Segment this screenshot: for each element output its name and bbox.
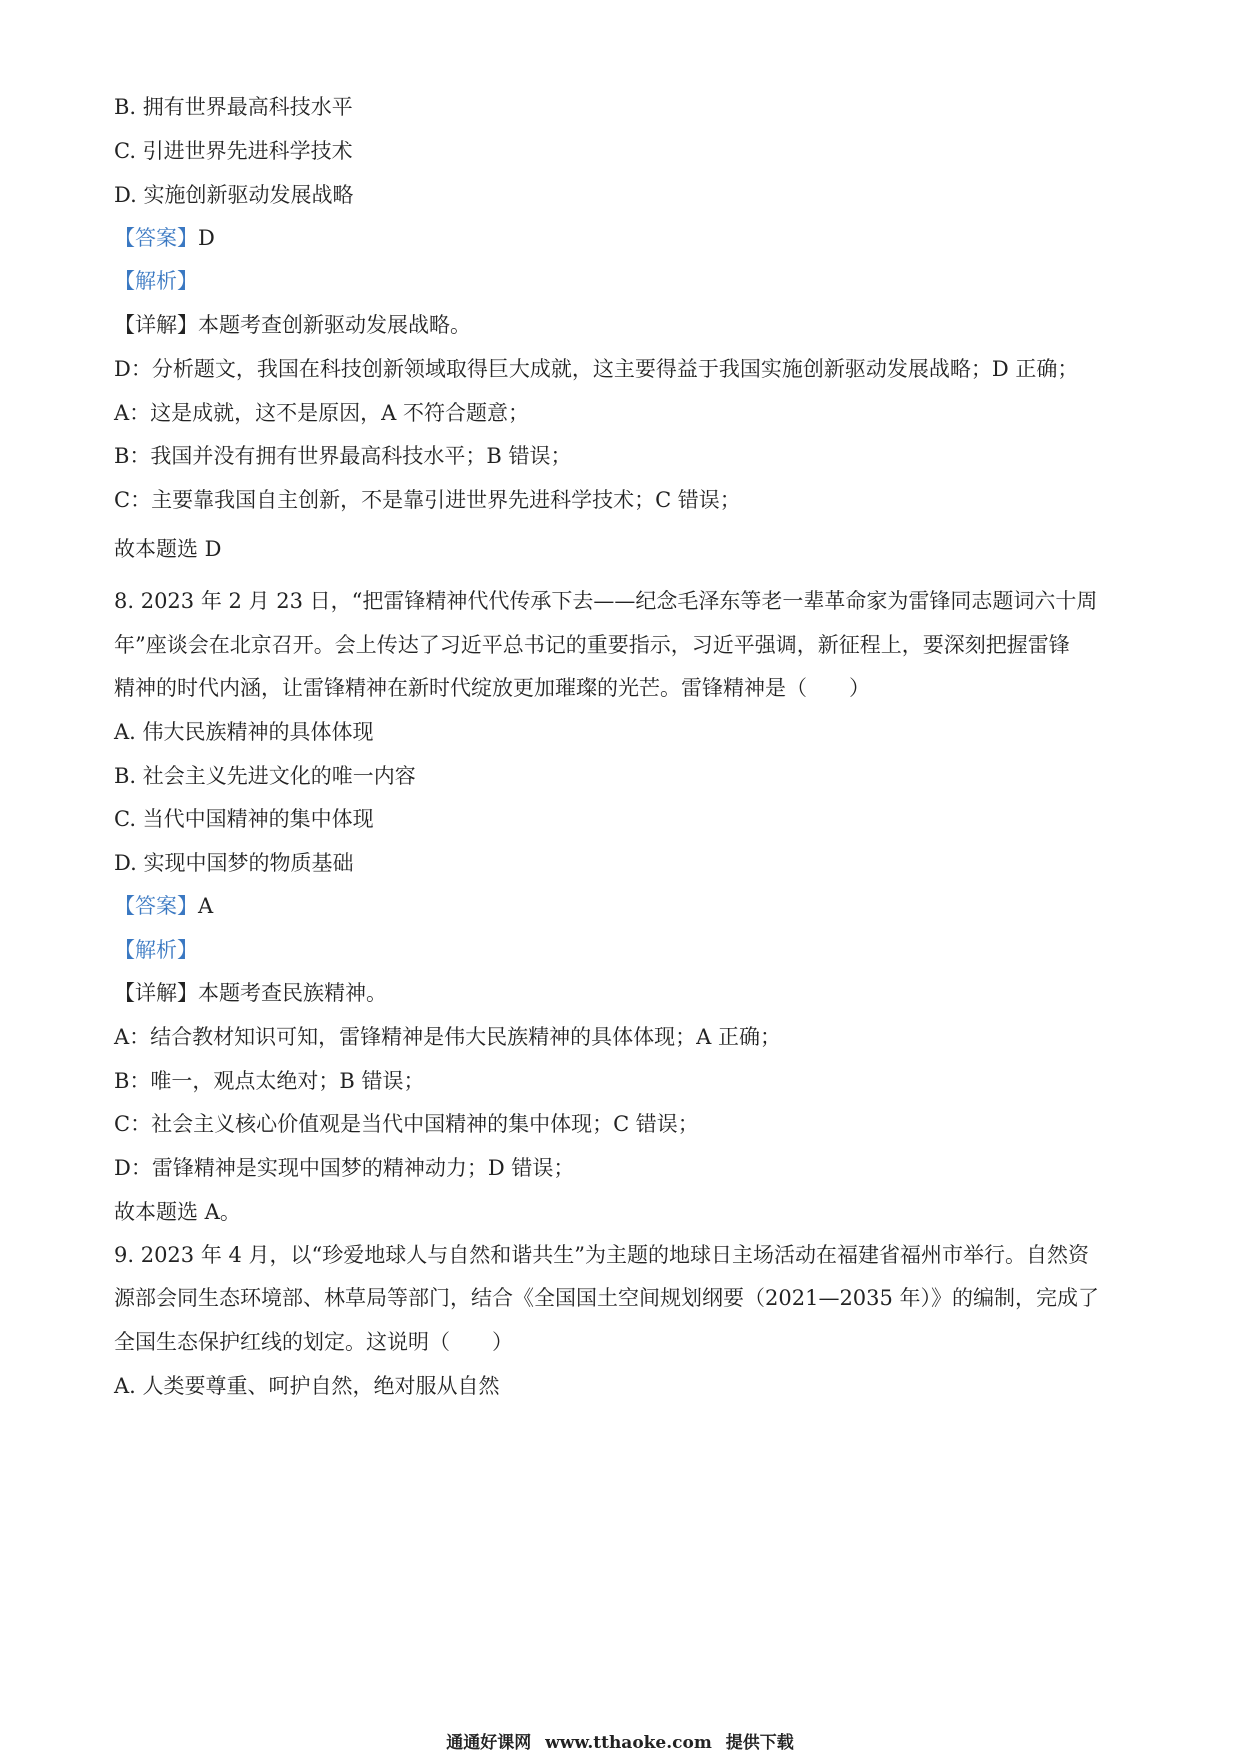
q7-option-d: D. 实施创新驱动发展战略 <box>114 183 354 207</box>
q9-option-a: A. 人类要尊重、呵护自然，绝对服从自然 <box>114 1374 500 1398</box>
q7-option-c: C. 引进世界先进科学技术 <box>114 139 353 163</box>
q7-option-b: B. 拥有世界最高科技水平 <box>114 95 353 119</box>
q7-conclusion: 故本题选 D <box>114 537 222 561</box>
q7-analysis-tag: 【解析】 <box>114 269 198 293</box>
q8-answer-tag: 【答案】 <box>114 894 198 918</box>
q7-answer-tag: 【答案】 <box>114 226 198 250</box>
q8-option-a: A. 伟大民族精神的具体体现 <box>114 720 374 744</box>
q8-explain-c: C：社会主义核心价值观是当代中国精神的集中体现；C 错误； <box>114 1112 699 1136</box>
q8-stem-line2: 年”座谈会在北京召开。会上传达了习近平总书记的重要指示，习近平强调，新征程上，要深刻把握雷锋 <box>114 633 1070 657</box>
q8-stem-line3: 精神的时代内涵，让雷锋精神在新时代绽放更加璀璨的光芒。雷锋精神是（ ） <box>114 676 870 700</box>
q8-option-b: B. 社会主义先进文化的唯一内容 <box>114 764 416 788</box>
q9-stem-line1: 9. 2023 年 4 月，以“珍爱地球人与自然和谐共生”为主题的地球日主场活动在福建省福州市举行。自然资 <box>114 1243 1090 1267</box>
q7-detail: 【详解】本题考查创新驱动发展战略。 <box>114 313 471 337</box>
q8-detail: 【详解】本题考查民族精神。 <box>114 981 387 1005</box>
q8-option-d: D. 实现中国梦的物质基础 <box>114 851 354 875</box>
q8-analysis-tag: 【解析】 <box>114 938 198 962</box>
q7-explain-a: A：这是成就，这不是原因，A 不符合题意； <box>114 401 530 425</box>
q7-explain-c: C：主要靠我国自主创新，不是靠引进世界先进科学技术；C 错误； <box>114 488 741 512</box>
q9-stem-line3: 全国生态保护红线的划定。这说明（ ） <box>114 1330 513 1354</box>
q8-answer-value: A <box>198 894 214 918</box>
q8-stem-line1: 8. 2023 年 2 月 23 日，“把雷锋精神代代传承下去——纪念毛泽东等老一辈革命家为雷锋同志题词六十周 <box>114 589 1098 613</box>
footer-site-name: 通通好课网 <box>446 1733 532 1753</box>
q7-explain-b: B：我国并没有拥有世界最高科技水平；B 错误； <box>114 444 572 468</box>
q8-explain-d: D：雷锋精神是实现中国梦的精神动力；D 错误； <box>114 1156 575 1180</box>
q8-conclusion: 故本题选 A。 <box>114 1200 241 1224</box>
q8-explain-b: B：唯一，观点太绝对；B 错误； <box>114 1069 425 1093</box>
q8-explain-a: A：结合教材知识可知，雷锋精神是伟大民族精神的具体体现；A 正确； <box>114 1025 782 1049</box>
footer-download-text: 提供下载 <box>725 1733 794 1753</box>
q8-answer <box>114 891 1180 921</box>
q7-answer-value: D <box>198 226 215 250</box>
page-footer <box>0 1732 1240 1754</box>
footer-site-url[interactable]: www.tthaoke.com <box>545 1733 712 1753</box>
q9-stem-line2: 源部会同生态环境部、林草局等部门，结合《全国国土空间规划纲要（2021—2035 年）》的编制，完成了 <box>114 1286 1100 1310</box>
q7-explain-d: D：分析题文，我国在科技创新领域取得巨大成就，这主要得益于我国实施创新驱动发展战略；D 正确； <box>114 357 1079 381</box>
q8-option-c: C. 当代中国精神的集中体现 <box>114 807 374 831</box>
q7-answer <box>114 223 1180 253</box>
